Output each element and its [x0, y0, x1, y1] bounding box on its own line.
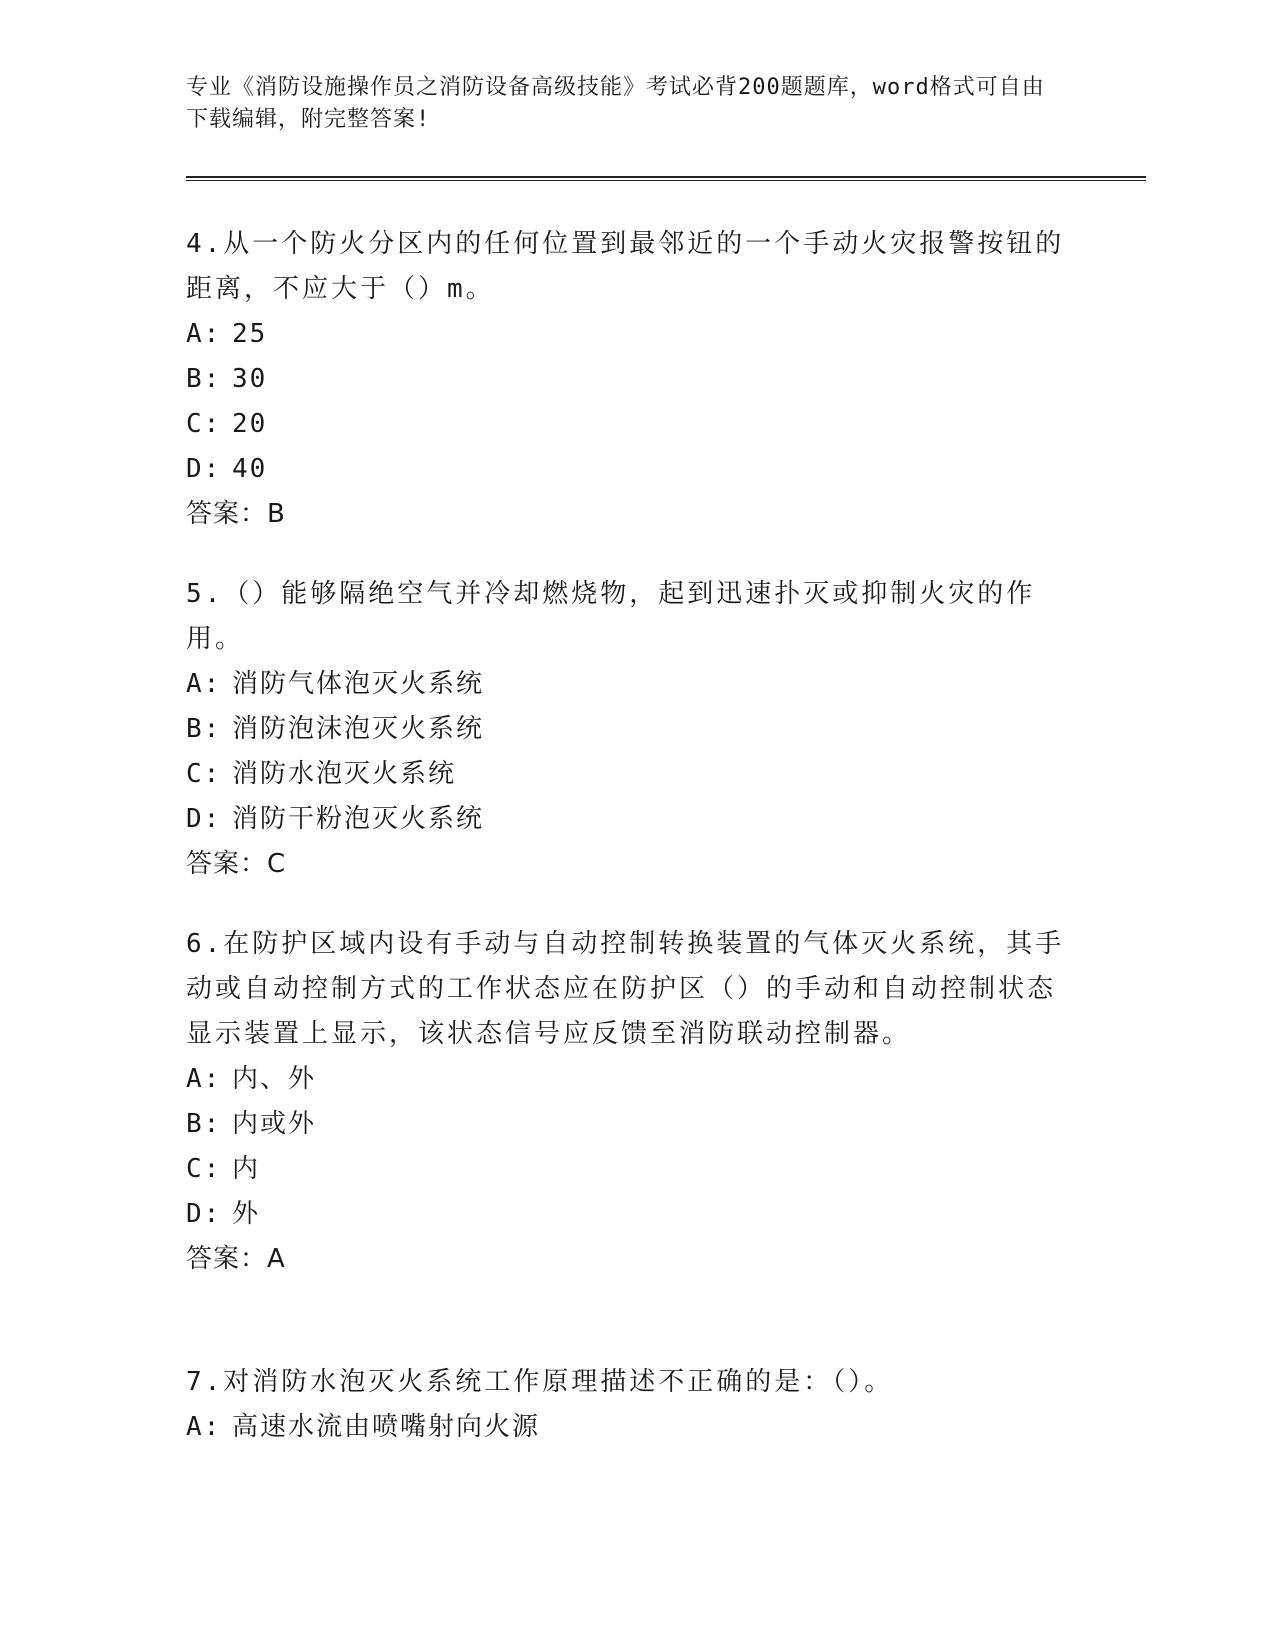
option-key: B:: [186, 364, 222, 394]
option-key: D:: [186, 1199, 222, 1229]
option-a: [186, 312, 1066, 357]
option-c: [186, 402, 1066, 447]
option-key: C:: [186, 409, 222, 439]
option-key: A:: [186, 669, 222, 699]
option-c: [186, 1147, 1066, 1192]
document-header: 专业《消防设施操作员之消防设备高级技能》考试必背200题题库，word格式可自由下载编辑，附完整答案!: [186, 75, 1045, 132]
option-text: 消防气体泡灭火系统: [232, 669, 485, 699]
option-a: [186, 1057, 1066, 1102]
answer-line: 答案：B: [186, 499, 286, 529]
option-a: [186, 1405, 1066, 1450]
option-d: [186, 447, 1066, 492]
option-key: A:: [186, 1064, 222, 1094]
option-key: A:: [186, 1412, 222, 1442]
divider-thin-line: [186, 180, 1146, 181]
question-stem: 5.（）能够隔绝空气并冷却燃烧物，起到迅速扑灭或抑制火灾的作用。: [186, 579, 1036, 654]
option-text: 消防干粉泡灭火系统: [232, 804, 485, 834]
option-text: 内或外: [232, 1109, 317, 1139]
option-text: 40: [232, 454, 268, 484]
option-b: [186, 357, 1066, 402]
option-b: [186, 707, 1066, 752]
question-4: [186, 222, 1066, 537]
answer-line: 答案：C: [186, 849, 287, 879]
question-6: [186, 922, 1066, 1282]
option-key: D:: [186, 804, 222, 834]
option-text: 高速水流由喷嘴射向火源: [232, 1412, 541, 1442]
option-text: 30: [232, 364, 268, 394]
option-d: [186, 1192, 1066, 1237]
option-text: 消防水泡灭火系统: [232, 759, 457, 789]
question-stem: 6.在防护区域内设有手动与自动控制转换装置的气体灭火系统，其手动或自动控制方式的工作状态应在防护区（）的手动和自动控制状态显示装置上显示，该状态信号应反馈至消防联动控制器。: [186, 929, 1065, 1049]
option-text: 外: [232, 1199, 261, 1229]
option-c: [186, 752, 1066, 797]
option-text: 内: [232, 1154, 261, 1184]
option-key: D:: [186, 454, 222, 484]
question-stem: 4.从一个防火分区内的任何位置到最邻近的一个手动火灾报警按钮的距离，不应大于（）m。: [186, 229, 1065, 304]
option-a: [186, 662, 1066, 707]
option-key: A:: [186, 319, 222, 349]
option-key: C:: [186, 759, 222, 789]
option-key: C:: [186, 1154, 222, 1184]
answer-line: 答案：A: [186, 1244, 286, 1274]
header-divider: [186, 176, 1146, 182]
option-d: [186, 797, 1066, 842]
option-key: B:: [186, 1109, 222, 1139]
question-7: [186, 1360, 1066, 1450]
option-key: B:: [186, 714, 222, 744]
option-b: [186, 1102, 1066, 1147]
option-text: 25: [232, 319, 268, 349]
option-text: 内、外: [232, 1064, 317, 1094]
divider-thick-line: [186, 176, 1146, 178]
question-stem: 7.对消防水泡灭火系统工作原理描述不正确的是：（）。: [186, 1367, 894, 1397]
option-text: 20: [232, 409, 268, 439]
option-text: 消防泡沫泡灭火系统: [232, 714, 485, 744]
question-5: [186, 572, 1066, 887]
